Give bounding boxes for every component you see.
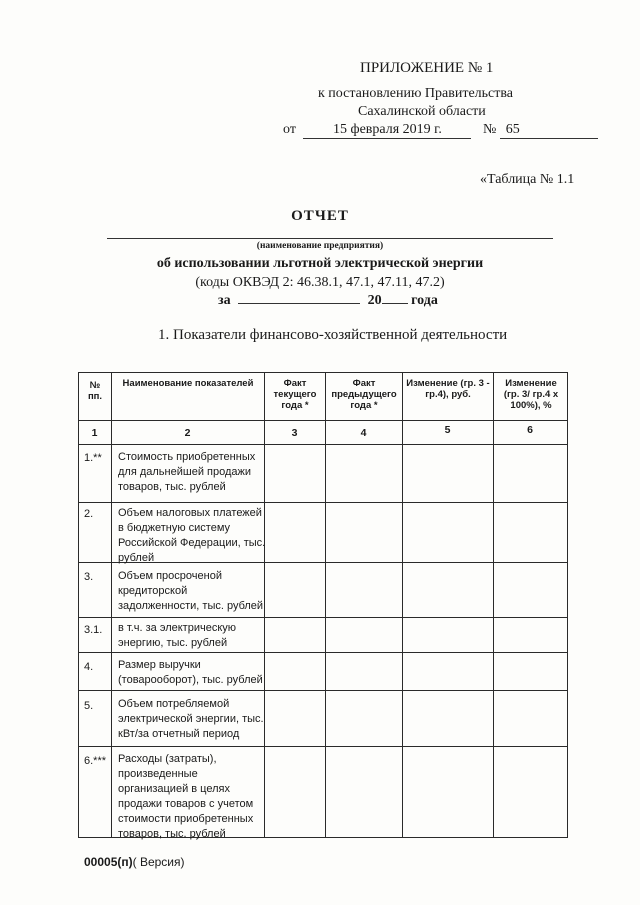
okved-codes: (коды ОКВЭД 2: 46.38.1, 47.1, 47.11, 47.2) xyxy=(195,275,445,290)
period-prefix: за xyxy=(218,293,231,308)
appendix-title: ПРИЛОЖЕНИЕ № 1 xyxy=(360,60,494,76)
row-number: 3. xyxy=(84,571,94,583)
indicators-table xyxy=(78,372,568,838)
column-number-1: 1 xyxy=(91,427,98,439)
column-number-2: 2 xyxy=(184,427,191,439)
from-label: от xyxy=(283,122,296,137)
resolution-line-2: Сахалинской области xyxy=(358,104,486,119)
header-current-year: Факт текущего года * xyxy=(273,378,317,411)
report-title: ОТЧЕТ xyxy=(291,208,349,224)
row-number: 1.** xyxy=(84,452,102,464)
row-name: Объем налоговых платежей в бюджетную систему Российской Федерации, тыс. рублей xyxy=(118,507,266,564)
header-change-percent: Изменение (гр. 3/ гр.4 х 100%), % xyxy=(503,378,559,411)
enterprise-name-line xyxy=(107,238,553,239)
period-blank xyxy=(238,303,360,304)
row-number: 6.*** xyxy=(84,755,107,767)
resolution-date: 15 февраля 2019 г. xyxy=(303,122,471,139)
column-number-6: 6 xyxy=(527,424,533,436)
row-number: 5. xyxy=(84,700,94,712)
row-number: 3.1. xyxy=(84,624,103,636)
year-blank xyxy=(382,303,408,304)
row-name: в т.ч. за электрическую энергию, тыс. рублей xyxy=(118,622,237,649)
row-number: 2. xyxy=(84,508,94,520)
table-label: «Таблица № 1.1 xyxy=(480,172,575,187)
form-version: ( Версия) xyxy=(132,855,185,869)
header-number: № пп. xyxy=(87,380,103,402)
form-footer xyxy=(84,855,185,869)
row-number: 4. xyxy=(84,661,94,673)
column-number-4: 4 xyxy=(360,427,367,439)
report-period xyxy=(218,293,438,309)
header-previous-year: Факт предыдущего года * xyxy=(331,378,397,411)
form-code: 00005(п) xyxy=(84,855,133,869)
report-subtitle: об использовании льготной электрической энергии xyxy=(156,256,484,271)
column-number-5: 5 xyxy=(444,424,451,436)
enterprise-caption: (наименование предприятия) xyxy=(256,241,384,251)
row-name: Стоимость приобретенных для дальнейшей продажи товаров, тыс. рублей xyxy=(118,451,256,493)
number-label: № xyxy=(482,122,497,137)
section-title: 1. Показатели финансово-хозяйственной деятельности xyxy=(158,327,508,343)
row-name: Объем потребляемой электрической энергии, тыс. кВт/за отчетный период xyxy=(118,698,264,740)
period-suffix: года xyxy=(411,293,438,308)
row-name: Расходы (затраты), произведенные организацией в целях продажи товаров с учетом стоимости приобретенных товаров, тыс. рублей xyxy=(118,753,254,840)
header-indicator-name: Наименование показателей xyxy=(122,378,254,389)
row-name: Объем просроченой кредиторской задолженности, тыс. рублей xyxy=(118,570,264,612)
resolution-line-1: к постановлению Правительства xyxy=(318,86,514,101)
year-prefix: 20 xyxy=(367,293,382,308)
resolution-number: 65 xyxy=(500,122,598,139)
header-change-rub: Изменение (гр. 3 - гр.4), руб. xyxy=(406,378,490,400)
column-number-3: 3 xyxy=(291,427,298,439)
resolution-date-line xyxy=(283,122,598,139)
row-name: Размер выручки (товарооборот), тыс. рублей xyxy=(118,659,263,686)
